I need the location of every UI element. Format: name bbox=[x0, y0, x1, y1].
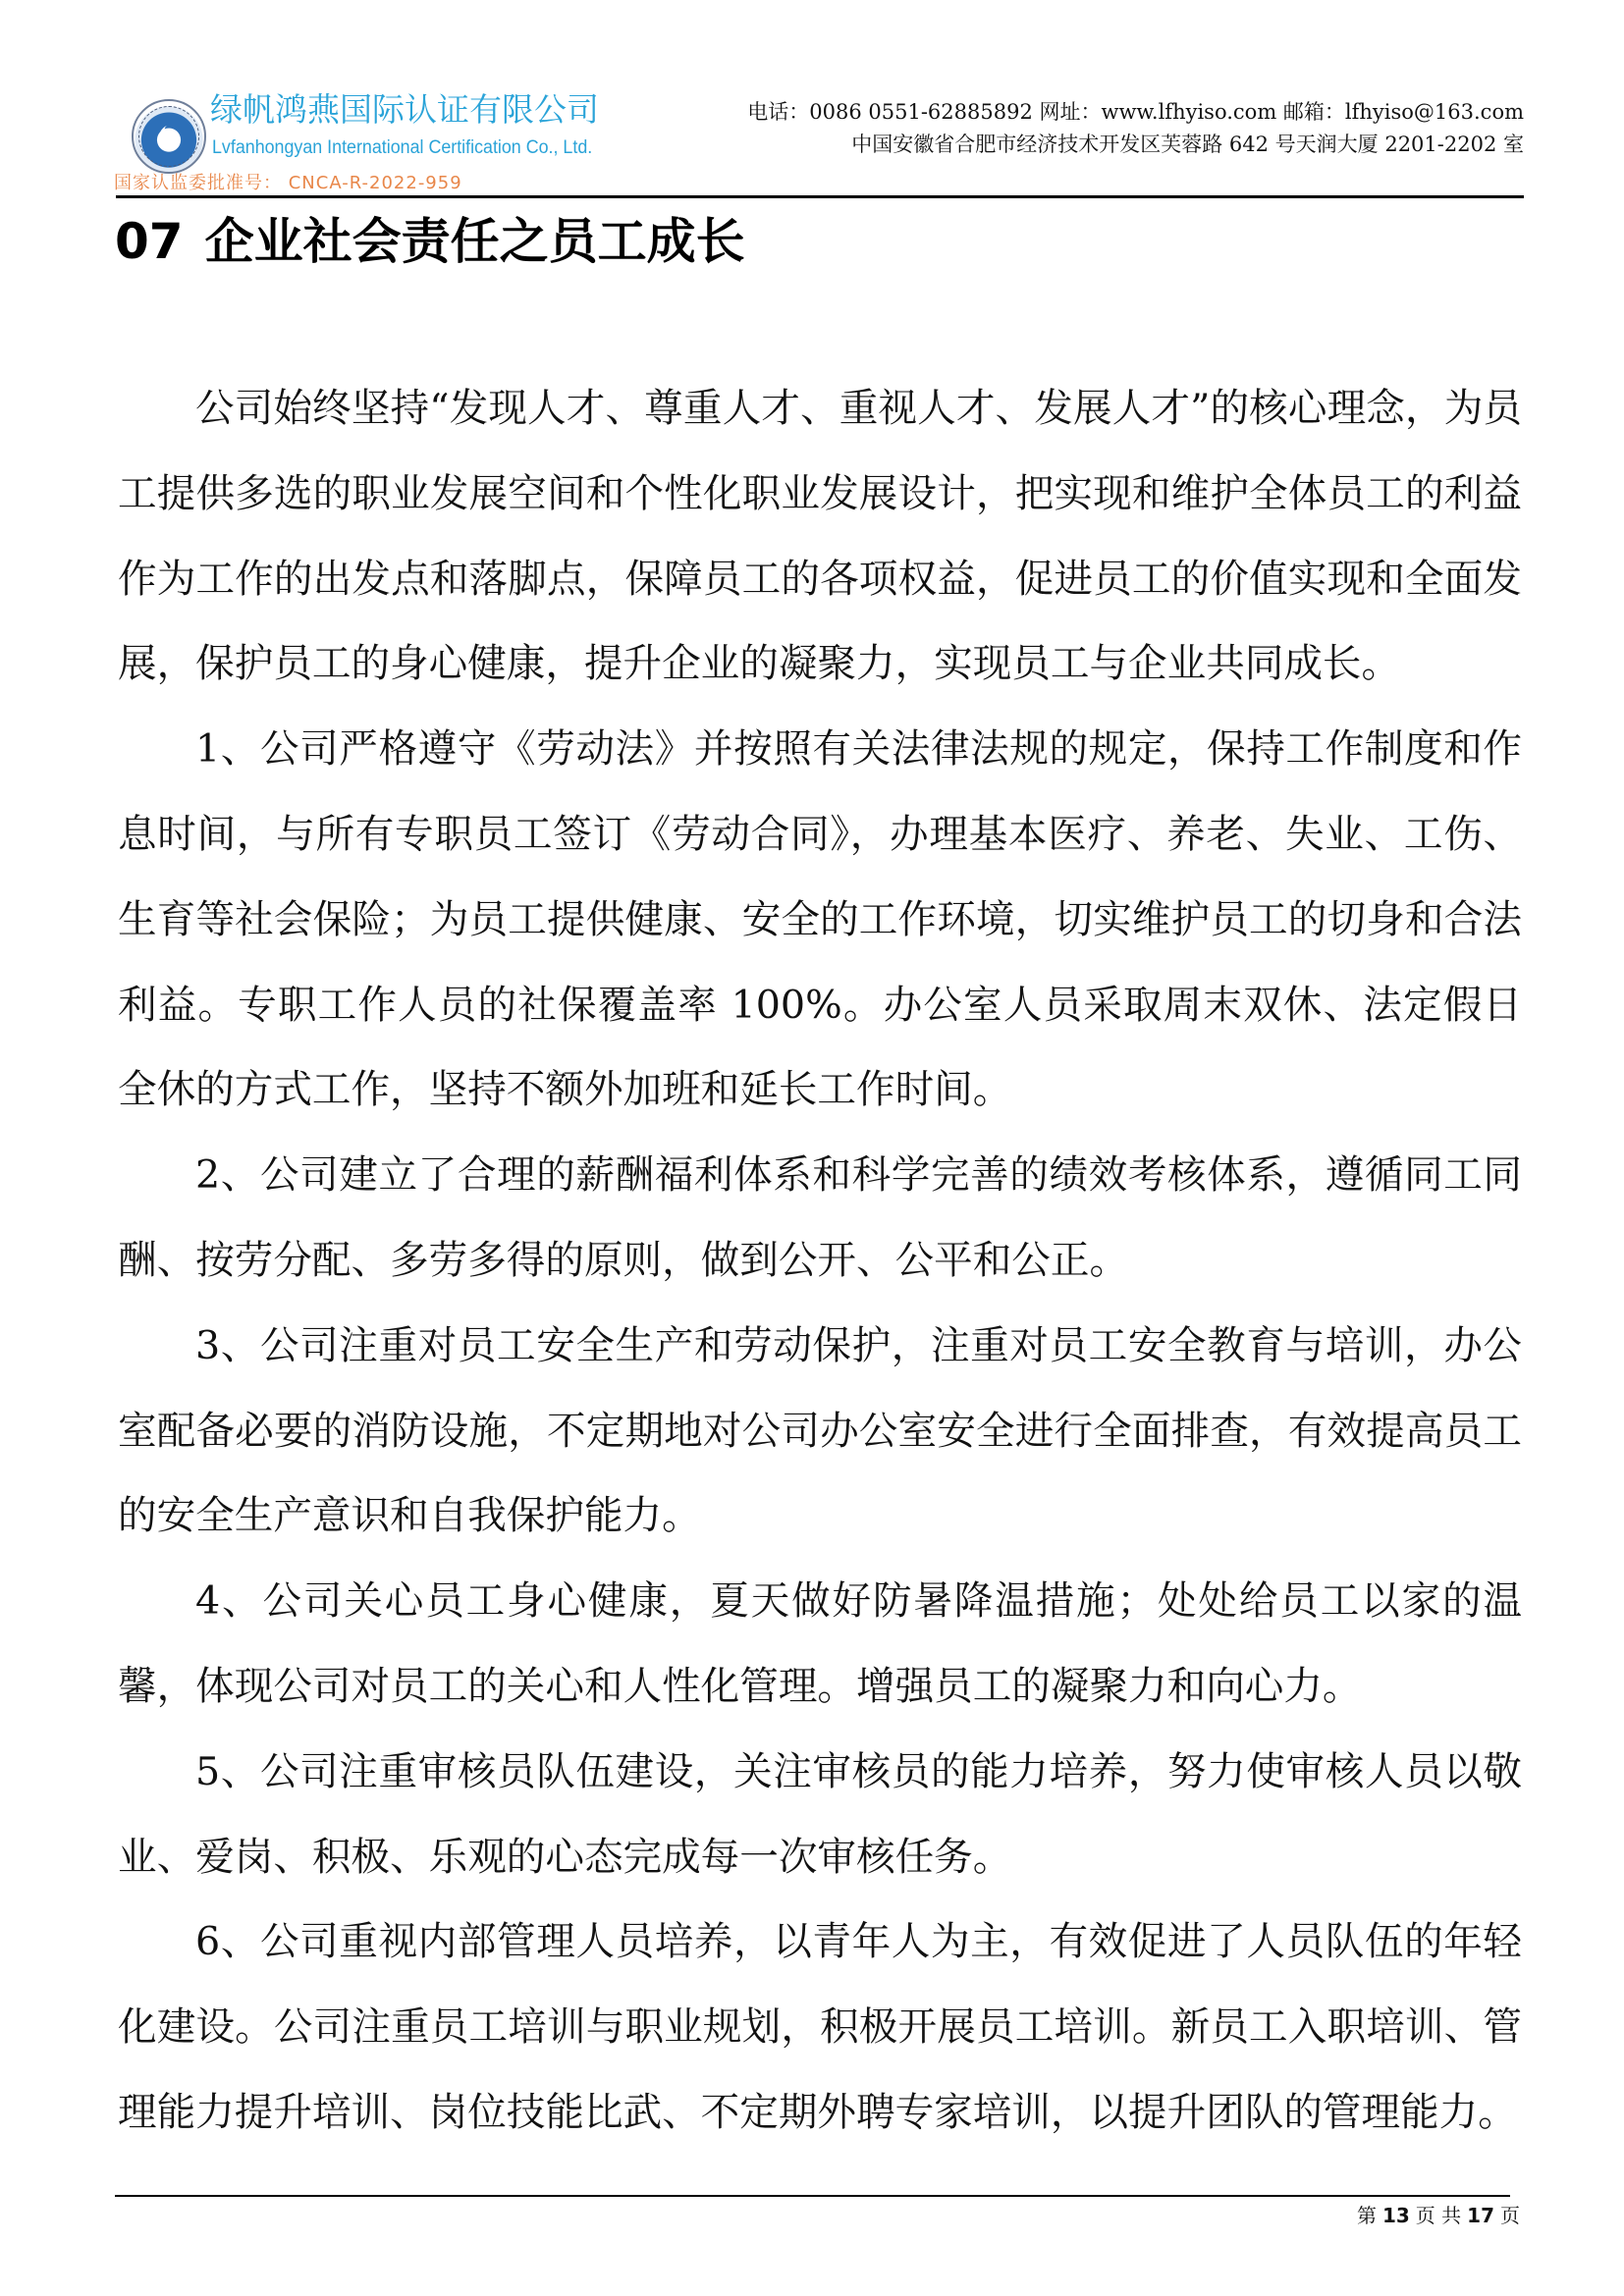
page-prefix: 第 bbox=[1356, 2204, 1377, 2227]
paragraph-item-5: 5、公司注重审核员队伍建设，关注审核员的能力培养，努力使审核人员以敬业、爱岗、积极、乐观的心态完成每一次审核任务。 bbox=[118, 1748, 1522, 1880]
company-name-cn: 绿帆鸿燕国际认证有限公司 bbox=[210, 90, 599, 129]
section-number: 07 bbox=[115, 213, 184, 270]
contact-info: 电话：0086 0551-62885892 网址：www.lfhyiso.com 邮箱：lfhyiso@163.com bbox=[747, 100, 1524, 124]
paragraph-item-2: 2、公司建立了合理的薪酬福利体系和科学完善的绩效考核体系，遵循同工同酬、按劳分配、多劳多得的原则，做到公开、公平和公正。 bbox=[118, 1152, 1522, 1283]
certification-number: 国家认监委批准号： CNCA-R-2022-959 bbox=[114, 173, 462, 193]
company-logo-icon bbox=[132, 99, 206, 174]
page-middle: 页 共 bbox=[1415, 2204, 1462, 2227]
section-title-text: 企业社会责任之员工成长 bbox=[204, 213, 745, 270]
paragraph-item-6: 6、公司重视内部管理人员培养，以青年人为主，有效促进了人员队伍的年轻化建设。公司注重员工培训与职业规划，积极开展员工培训。新员工入职培训、管理能力提升培训、岗位技能比武、不定期外聘专家培训，以提升团队的管理能力。 bbox=[118, 1919, 1522, 2135]
paragraph-intro: 公司始终坚持“发现人才、尊重人才、重视人才、发展人才”的核心理念，为员工提供多选的职业发展空间和个性化职业发展设计，把实现和维护全体员工的利益作为工作的出发点和落脚点，保障员工的各项权益，促进员工的价值实现和全面发展，保护员工的身心健康，提升企业的凝聚力，实现员工与企业共同成长。 bbox=[118, 386, 1522, 687]
current-page: 13 bbox=[1381, 2204, 1410, 2227]
document-body bbox=[118, 366, 1522, 2156]
paragraph-item-3: 3、公司注重对员工安全生产和劳动保护，注重对员工安全教育与培训，办公室配备必要的消防设施，不定期地对公司办公室安全进行全面排查，有效提高员工的安全生产意识和自我保护能力。 bbox=[118, 1322, 1522, 1539]
company-name-en: Lvfanhongyan International Certification Co., Ltd. bbox=[212, 137, 593, 158]
paragraph-item-1: 1、公司严格遵守《劳动法》并按照有关法律法规的规定，保持工作制度和作息时间，与所有专职员工签订《劳动合同》，办理基本医疗、养老、失业、工伤、生育等社会保险；为员工提供健康、安全的工作环境，切实维护员工的切身和合法利益。专职工作人员的社保覆盖率 100%。办公室人员采取周末双休、法定假日全休的方式工作，坚持不额外加班和延长工作时间。 bbox=[118, 726, 1522, 1113]
footer-divider bbox=[115, 2195, 1510, 2197]
company-address: 中国安徽省合肥市经济技术开发区芙蓉路 642 号天润大厦 2201-2202 室 bbox=[851, 133, 1524, 156]
page-suffix: 页 bbox=[1500, 2204, 1520, 2227]
section-title bbox=[115, 210, 745, 273]
total-pages: 17 bbox=[1467, 2204, 1494, 2227]
paragraph-item-4: 4、公司关心员工身心健康，夏天做好防暑降温措施；处处给员工以家的温馨，体现公司对员工的关心和人性化管理。增强员工的凝聚力和向心力。 bbox=[118, 1578, 1522, 1709]
page-number bbox=[1357, 2203, 1520, 2228]
header-divider bbox=[116, 195, 1524, 198]
